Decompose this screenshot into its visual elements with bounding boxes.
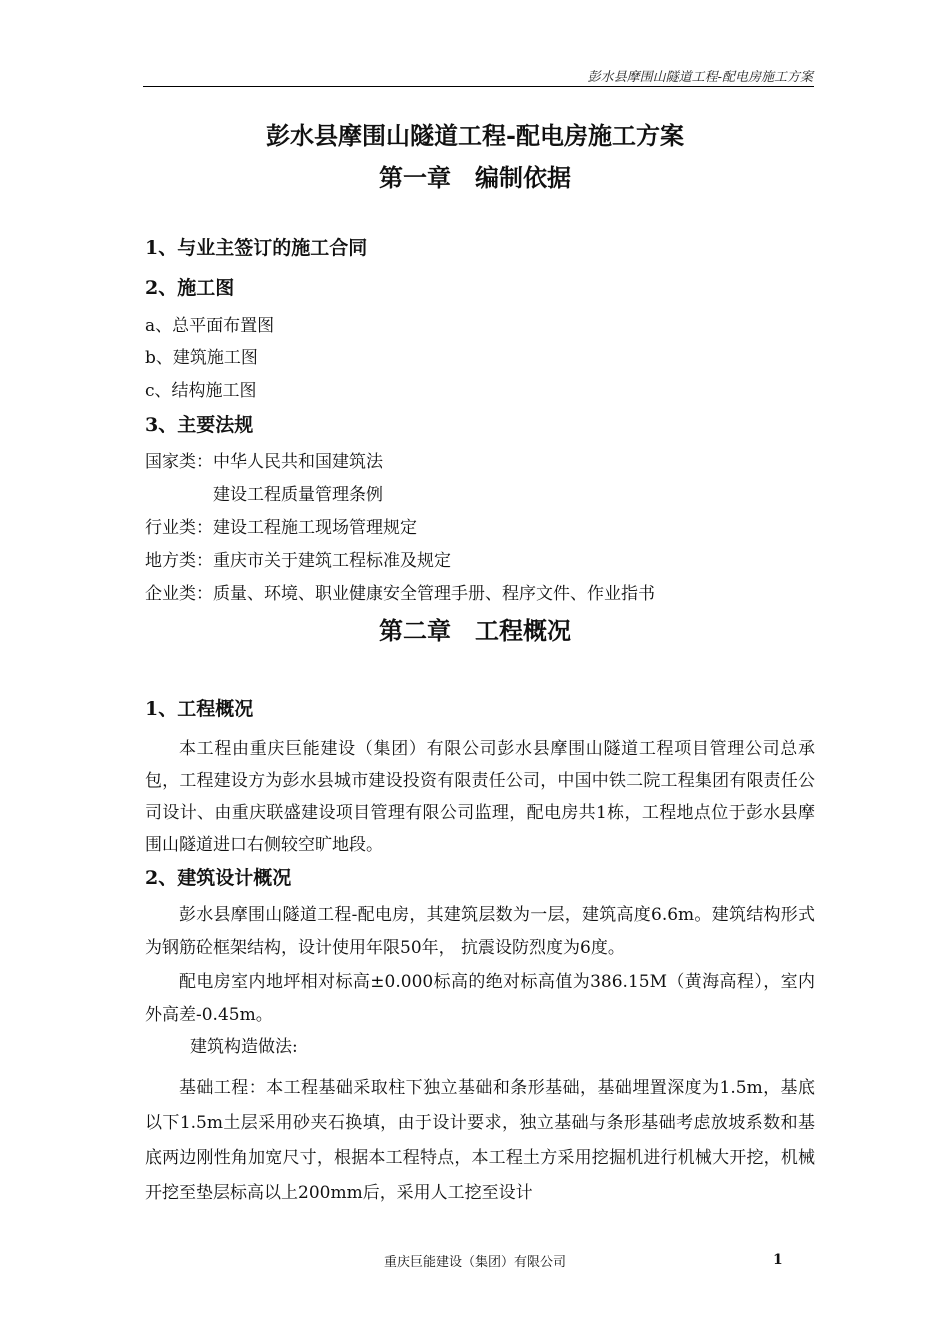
construction-methods-label: 建筑构造做法:	[190, 1037, 298, 1057]
header-divider	[143, 86, 814, 87]
chapter2-heading: 第二章 工程概况	[379, 616, 571, 645]
law-line: 企业类：质量、环境、职业健康安全管理手册、程序文件、作业指书	[145, 584, 655, 604]
law-line: 行业类：建设工程施工现场管理规定	[145, 518, 417, 538]
section-regulations: 3、主要法规	[145, 414, 254, 436]
law-line: 地方类：重庆市关于建筑工程标准及规定	[145, 551, 451, 571]
foundation-paragraph: 基础工程：本工程基础采取柱下独立基础和条形基础，基础埋置深度为1.5m，基底以下1.5m土层采用砂夹石换填，由于设计要求，独立基础与条形基础考虑放坡系数和基底两边刚性角加宽尺寸，根据本工程特点，本工程土方采用挖掘机进行机械大开挖，机械开挖至垫层标高以上200mm后，采用人工挖至设计	[145, 1078, 815, 1203]
page-number: 1	[773, 1252, 783, 1268]
architecture-paragraph: 彭水县摩围山隧道工程-配电房，其建筑层数为一层，建筑高度6.6m。建筑结构形式为钢筋砼框架结构，设计使用年限50年， 抗震设防烈度为6度。	[145, 905, 815, 958]
list-item: b、建筑施工图	[145, 348, 258, 368]
law-line: 建设工程质量管理条例	[145, 485, 383, 505]
header-title: 彭水县摩围山隧道工程-配电房施工方案	[587, 70, 813, 85]
section-architecture: 2、建筑设计概况	[145, 867, 292, 889]
section-drawings: 2、施工图	[145, 277, 235, 299]
list-item: a、总平面布置图	[145, 316, 275, 336]
law-line: 国家类：中华人民共和国建筑法	[145, 452, 383, 472]
elevation-paragraph: 配电房室内地坪相对标高±0.000标高的绝对标高值为386.15M（黄海高程），室内外高差-0.45m。	[145, 972, 815, 1025]
section-contract: 1、与业主签订的施工合同	[145, 237, 368, 259]
footer-company: 重庆巨能建设（集团）有限公司	[383, 1255, 566, 1270]
list-item: c、结构施工图	[145, 381, 257, 401]
document-title: 彭水县摩围山隧道工程-配电房施工方案	[266, 121, 684, 150]
chapter1-heading: 第一章 编制依据	[379, 163, 571, 192]
overview-paragraph: 本工程由重庆巨能建设（集团）有限公司彭水县摩围山隧道工程项目管理公司总承包，工程建设方为彭水县城市建设投资有限责任公司，中国中铁二院工程集团有限责任公司设计、由重庆联盛建设项目管理有限公司监理，配电房共1栋，工程地点位于彭水县摩围山隧道进口右侧较空旷地段。	[145, 739, 815, 855]
section-overview: 1、工程概况	[145, 698, 254, 720]
